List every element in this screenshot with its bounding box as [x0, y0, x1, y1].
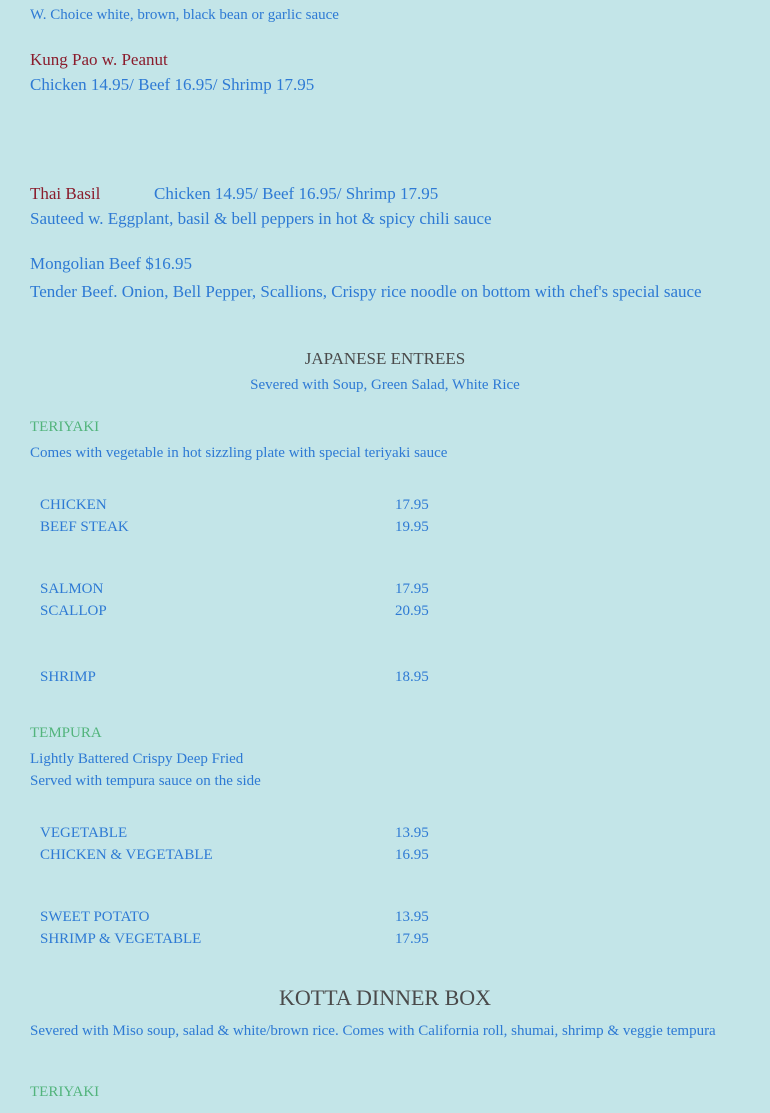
tempura-label: TEMPURA — [30, 725, 102, 741]
thai-basil-description: Sauteed w. Eggplant, basil & bell peppers in hot & spicy chili sauce — [30, 209, 492, 228]
sauce-choice-line: W. Choice white, brown, black bean or garlic sauce — [30, 7, 339, 23]
menu-item-price: 13.95 — [395, 909, 429, 925]
thai-basil-title: Thai Basil — [30, 184, 101, 203]
menu-item-price: 13.95 — [395, 825, 429, 841]
menu-item-price: 18.95 — [395, 669, 429, 685]
japanese-entrees-subheading: Severed with Soup, Green Salad, White Rice — [250, 377, 520, 393]
kotta-description: Severed with Miso soup, salad & white/brown rice. Comes with California roll, shumai, shrimp & veggie tempura — [30, 1023, 716, 1039]
menu-item-name: SCALLOP — [40, 603, 107, 619]
tempura-description-line1: Lightly Battered Crispy Deep Fried — [30, 751, 244, 767]
menu-item-name: BEEF STEAK — [40, 519, 129, 535]
teriyaki-description: Comes with vegetable in hot sizzling plate with special teriyaki sauce — [30, 445, 448, 461]
menu-item-name: CHICKEN & VEGETABLE — [40, 847, 213, 863]
mongolian-beef-title: Mongolian Beef $16.95 — [30, 254, 192, 273]
kung-pao-prices: Chicken 14.95/ Beef 16.95/ Shrimp 17.95 — [30, 75, 315, 94]
menu-item-name: SHRIMP & VEGETABLE — [40, 931, 202, 947]
thai-basil-prices: Chicken 14.95/ Beef 16.95/ Shrimp 17.95 — [154, 184, 439, 203]
menu-item-price: 17.95 — [395, 497, 429, 513]
tempura-description-line2: Served with tempura sauce on the side — [30, 773, 261, 789]
kotta-teriyaki-label: TERIYAKI — [30, 1084, 100, 1100]
kung-pao-title: Kung Pao w. Peanut — [30, 50, 168, 69]
menu-item-price: 19.95 — [395, 519, 429, 535]
kotta-dinner-box-heading: KOTTA DINNER BOX — [278, 985, 492, 1010]
menu-item-price: 17.95 — [395, 581, 429, 597]
menu-item-name: CHICKEN — [40, 497, 107, 513]
mongolian-beef-description: Tender Beef. Onion, Bell Pepper, Scallions, Crispy rice noodle on bottom with chef's special sauce — [30, 282, 702, 301]
menu-item-price: 20.95 — [395, 603, 429, 619]
menu-item-name: SWEET POTATO — [40, 909, 150, 925]
teriyaki-label: TERIYAKI — [30, 419, 100, 435]
menu-item-price: 16.95 — [395, 847, 429, 863]
menu-item-name: VEGETABLE — [40, 825, 128, 841]
menu-item-name: SALMON — [40, 581, 104, 597]
japanese-entrees-heading: JAPANESE ENTREES — [304, 349, 466, 368]
menu-item-name: SHRIMP — [40, 669, 96, 685]
menu-item-price: 17.95 — [395, 931, 429, 947]
